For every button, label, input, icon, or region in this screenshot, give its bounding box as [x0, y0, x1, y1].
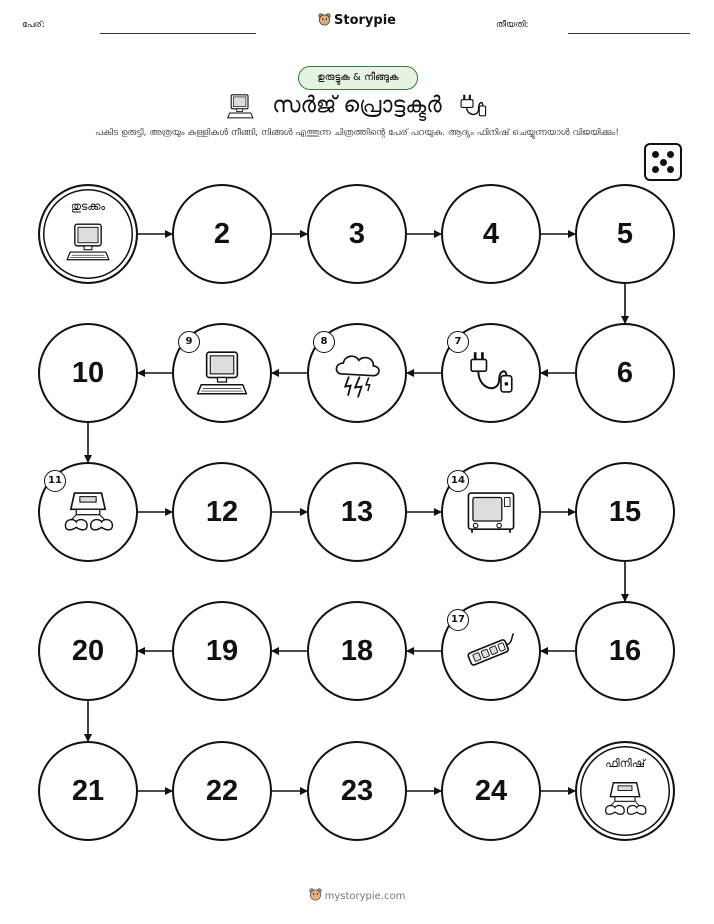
board-cell-23 [307, 741, 407, 841]
board-cell-5 [575, 184, 675, 284]
cell-number: 16 [608, 634, 642, 667]
board-cell-21 [38, 741, 138, 841]
board-cell-19 [172, 601, 272, 701]
cell-number: 10 [71, 356, 105, 389]
cell-number: 19 [205, 634, 239, 667]
cell-number: 13 [340, 495, 374, 528]
cell-number-badge: 14 [447, 470, 469, 492]
footer-url: mystorypie.com [324, 891, 406, 902]
instructions: പകിട ഉരുട്ടി, അത്രയും കള്ളികൾ നീങ്ങി, നിങ്ങൾ എത്തുന്ന ചിത്രത്തിന്റെ പേര് പറയുക. ആദ്യം ഫിനിഷ് ചെയ്യുന്നയാൾ വിജയിക്കും! [95, 128, 619, 138]
cell-number: 4 [482, 217, 500, 250]
start-cell [38, 184, 138, 284]
board-cell-24 [441, 741, 541, 841]
cell-number: 3 [348, 217, 366, 250]
game-console-icon [601, 775, 649, 823]
cell-number: 18 [340, 634, 374, 667]
power-strip-icon [463, 623, 519, 679]
microwave-icon [463, 484, 519, 540]
board-cell-6 [575, 323, 675, 423]
board-cell-11 [38, 462, 138, 562]
cell-number-badge: 7 [447, 331, 469, 353]
cell-number-badge: 9 [178, 331, 200, 353]
cell-number-badge: 11 [44, 470, 66, 492]
brand-name: Storypie [334, 13, 396, 28]
cell-number: 5 [616, 217, 634, 250]
start-label: തുടക്കം [70, 200, 106, 213]
lightning-storm-icon [329, 345, 385, 401]
name-label: പേര്: [22, 20, 45, 30]
title-text: സർജ് പ്രൊട്ടക്ടർ [272, 93, 442, 118]
game-console-icon [60, 484, 116, 540]
board-cell-14 [441, 462, 541, 562]
board-cell-18 [307, 601, 407, 701]
cell-number-badge: 8 [313, 331, 335, 353]
board-cell-7 [441, 323, 541, 423]
board-cell-4 [441, 184, 541, 284]
board-cell-12 [172, 462, 272, 562]
board-cell-15 [575, 462, 675, 562]
bear-footer-icon [309, 888, 322, 901]
board-cell-2 [172, 184, 272, 284]
footer [0, 888, 714, 902]
board-cell-20 [38, 601, 138, 701]
cell-number: 24 [474, 774, 508, 807]
board-cell-13 [307, 462, 407, 562]
cell-number: 22 [205, 774, 239, 807]
cell-number: 2 [213, 217, 231, 250]
board-cell-17 [441, 601, 541, 701]
finish-label: ഫിനിഷ് [605, 757, 645, 770]
board-cell-10 [38, 323, 138, 423]
board-cell-16 [575, 601, 675, 701]
activity-tag: ഉരുട്ടുക & നീങ്ങുക [298, 66, 418, 90]
board-cell-9 [172, 323, 272, 423]
cell-number: 12 [205, 495, 239, 528]
cell-number: 23 [340, 774, 374, 807]
board-cell-8 [307, 323, 407, 423]
finish-cell [575, 741, 675, 841]
cell-number-badge: 17 [447, 609, 469, 631]
cell-number: 6 [616, 356, 634, 389]
cell-number: 21 [71, 774, 105, 807]
cell-number: 15 [608, 495, 642, 528]
cell-number: 20 [71, 634, 105, 667]
board-cell-3 [307, 184, 407, 284]
date-label: തീയതി: [496, 20, 529, 30]
board-cell-22 [172, 741, 272, 841]
computer-icon [64, 218, 112, 266]
power-plug-icon [463, 345, 519, 401]
computer-icon [194, 345, 250, 401]
